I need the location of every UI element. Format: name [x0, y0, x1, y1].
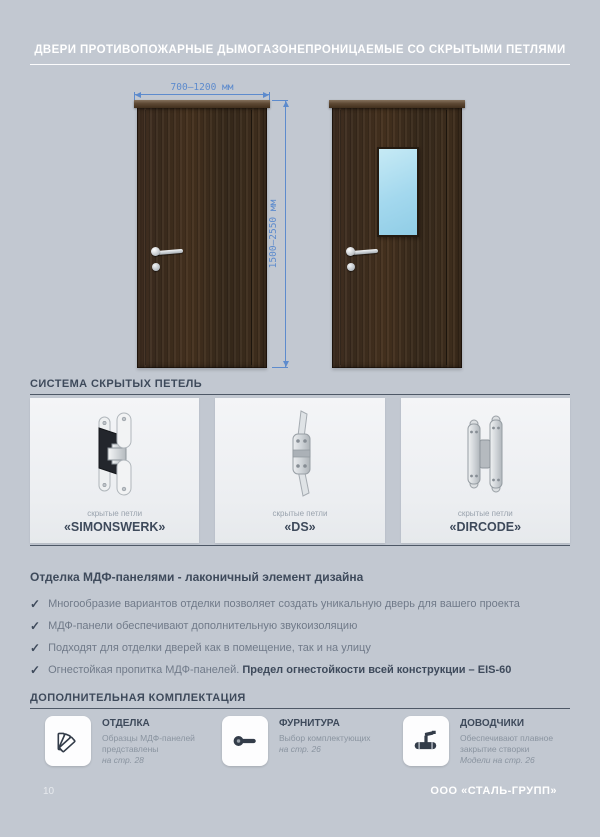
- hinge-name: «DIRCODE»: [449, 520, 522, 534]
- extras-section-heading: ДОПОЛНИТЕЛЬНАЯ КОМПЛЕКТАЦИЯ: [30, 692, 246, 704]
- checkmark-icon: ✓: [30, 619, 41, 633]
- checkmark-icon: ✓: [30, 641, 41, 655]
- list-item: ✓ Подходят для отделки дверей как в помещение, так и на улицу: [30, 637, 574, 659]
- icon-box: [45, 716, 91, 766]
- height-dimension-label: 1500–2550 мм: [268, 199, 279, 269]
- hinge-dircode-image: [455, 398, 515, 509]
- solid-door-image: [137, 107, 267, 368]
- page-title: ДВЕРИ ПРОТИВОПОЖАРНЫЕ ДЫМОГАЗОНЕПРОНИЦАЕМЫЕ СО СКРЫТЫМИ ПЕТЛЯМИ: [34, 44, 566, 56]
- width-dimension: [134, 82, 270, 95]
- hinge-ds-image: [272, 398, 328, 509]
- width-dimension-label: 700–1200 мм: [170, 82, 234, 93]
- hinge-name: «DS»: [284, 520, 316, 534]
- section-divider: [30, 394, 570, 395]
- hinge-card-ds: [215, 398, 384, 543]
- dimension-line: [285, 100, 286, 368]
- hinge-caption: скрытые петли: [272, 509, 328, 518]
- door-handle: [346, 245, 386, 273]
- glazed-door-image: [332, 107, 462, 368]
- door-closer-icon: [412, 727, 440, 755]
- door-top-cap: [134, 100, 270, 108]
- extra-title: ФУРНИТУРА: [279, 718, 340, 729]
- extra-title: ОТДЕЛКА: [102, 718, 150, 729]
- list-item: ✓ Многообразие вариантов отделки позволяет создать уникальную дверь для вашего проекта: [30, 593, 574, 615]
- hinge-card-dircode: [401, 398, 570, 543]
- hinge-card-simonswerk: [30, 398, 199, 543]
- mdf-samples-icon: [54, 727, 82, 755]
- list-item: ✓ МДФ-панели обеспечивают дополнительную звукоизоляцию: [30, 615, 574, 637]
- company-name: ООО «СТАЛЬ-ГРУПП»: [430, 785, 557, 797]
- height-dimension: [268, 100, 286, 368]
- title-underline: [30, 64, 570, 65]
- checkmark-icon: ✓: [30, 663, 41, 677]
- hinge-cards-row: [30, 396, 570, 546]
- hinge-caption: скрытые петли: [457, 509, 513, 518]
- checkmark-icon: ✓: [30, 597, 41, 611]
- door-handle-icon: [231, 727, 259, 755]
- extra-item-closers: ДОВОДЧИКИ Обеспечивают плавное закрытие створки Модели на стр. 26: [403, 716, 575, 766]
- door-glass-window: [377, 147, 419, 237]
- extra-item-finish: ОТДЕЛКА Образцы МДФ-панелей представлены на стр. 28: [45, 716, 217, 766]
- icon-box: [403, 716, 449, 766]
- extras-row: [0, 716, 600, 796]
- icon-box: [222, 716, 268, 766]
- hinge-caption: скрытые петли: [87, 509, 143, 518]
- mdf-feature-list: [30, 593, 574, 681]
- list-item: ✓ Огнестойкая пропитка МДФ-панелей. Предел огнестойкости всей конструкции – EIS-60: [30, 659, 574, 681]
- dimension-line: [134, 94, 270, 95]
- door-top-cap: [329, 100, 465, 108]
- door-handle: [151, 245, 191, 273]
- hinge-simonswerk-image: [87, 398, 143, 509]
- hinges-section-heading: СИСТЕМА СКРЫТЫХ ПЕТЕЛЬ: [30, 378, 203, 390]
- extra-item-hardware: ФУРНИТУРА Выбор комплектующих на стр. 26: [222, 716, 394, 766]
- mdf-section-heading: Отделка МДФ-панелями - лаконичный элемент дизайна: [30, 570, 364, 584]
- page-number: 10: [43, 786, 55, 797]
- hinge-name: «SIMONSWERK»: [63, 520, 166, 534]
- extra-title: ДОВОДЧИКИ: [460, 718, 525, 729]
- section-divider: [30, 708, 570, 709]
